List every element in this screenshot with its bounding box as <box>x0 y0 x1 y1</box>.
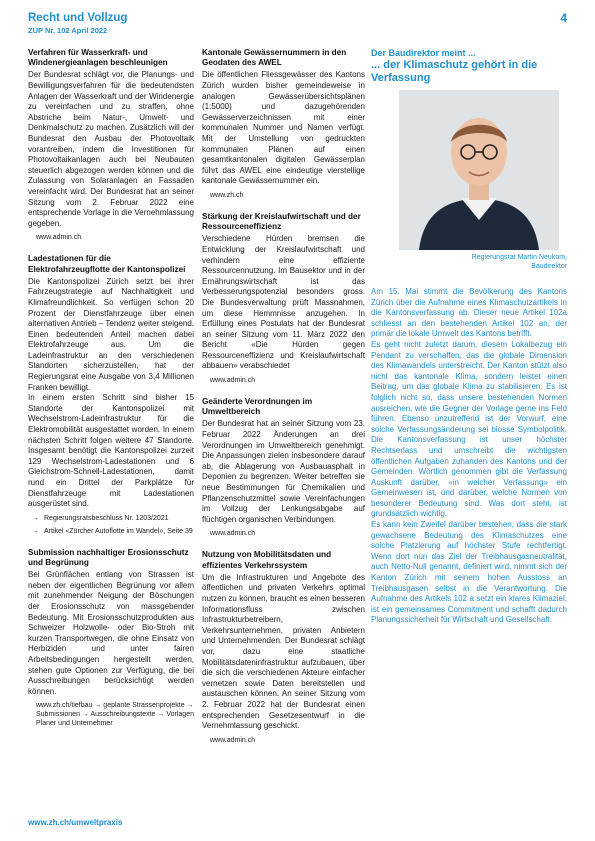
opinion-headline: ... der Klimaschutz gehört in die Verfassung <box>371 59 538 84</box>
reference-item[interactable] <box>32 527 194 536</box>
article-body: Die öffentlichen Fliessgewässer des Kantons Zürich wurden bisher gemeindeweise in analogen Gewässerübersichtsplänen (1:5000) und dazugehörenden Gewässerverzeichnissen mit einer kommunalen Nummer und Namen verfügt. Mit der Umstellung von gedruckten kommunalen Plänen auf einen gesamtkantonalen digitalen Gewässerplan führt das AWEL eine eindeutige vierstellige kantonale Gewässernummer ein. <box>202 70 365 186</box>
article-title: Kantonale Gewässernummern in den Geodaten des AWEL <box>202 48 347 68</box>
source-link[interactable]: www.admin.ch <box>36 234 82 242</box>
source-link[interactable]: www.admin.ch <box>210 377 256 385</box>
reference-text: Artikel «Zürcher Autoflotte im Wandel», Seite 39 <box>44 527 193 535</box>
article-title: Geänderte Verordnungen im Umweltbereich <box>202 397 313 417</box>
article-body: Der Bundesrat hat an seiner Sitzung vom 23. Februar 2022 Änderungen an drei Verordnungen im Umweltbereich genehmigt. Die Anpassungen zielen insbesondere darauf ab, die Ablagerung von Ausbauasphalt in Deponien zu begrenzen. Weiter betreffen sie neue Bestimmungen für Chemikalien und Pflanzenschutzmittel sowie Vereinfachungen im Vollzug der Lenkungsabgabe auf flüchtigen organischen Verbindungen. <box>202 419 365 524</box>
article-body: Der Bundesrat schlägt vor, die Planungs- und Bewilligungsverfahren für die bedeutendsten Anlagen der Wasserkraft und der Windenergie zu vereinfachen und zu straffen, ohne Abstriche beim Natur-, Umwelt- und Denkmalschutz zu machen. Zusätzlich will der Bundesrat den Ausbau der Photovoltaik vorantreiben, indem die Investitionen für Photovoltaikanlagen auch bei Neubauten steuerlich abgezogen werden können und die Zulassung von Solaranlagen an Fassaden vereinfacht wird. Der Bundesrat hat an seiner Sitzung vom 2. Februar 2022 eine entsprechende Vorlage in die Vernehmlassung gegeben. <box>28 70 194 228</box>
opinion-kicker: Der Baudirektor meint ... <box>371 48 476 58</box>
article-body: Verschiedene Hürden bremsen die Entwicklung der Kreislaufwirtschaft und verhindern eine effiziente Ressourcennutzung. Im Bausektor und in der Ernährungswirtschaft ist das Verbesserungspotenzial besonders gross. Die Bundesverwaltung prüft Massnahmen, um diese Hemmnisse anzugehen. In Erfüllung eines Postulats hat der Bundesrat an seiner Sitzung vom 11. März 2022 den Bericht «Die Hürden gegen Ressourceneffizienz und Kreislaufwirtschaft abbauen» verabschiedet <box>202 234 365 371</box>
article-body: Bei Grünflächen entlang von Strassen ist neben der eigentlichen Begrünung vor allem mit zunehmender Neigung der Böschungen der Erosionsschutz von massgebender Bedeutung. Mit Erosionsschutzprodukten aus Schweizer Holzwolle- oder Bio-Stroh mit kurzen Transportwegen, die ohne Einsatz von Herbiziden und unter fairen Arbeitsbedingungen hergestellt werden, stehen gute Optionen zur Verfügung, die bei Ausschreibungen berücksichtigt werden können. <box>28 570 194 696</box>
source-link[interactable]: www.admin.ch <box>210 736 256 744</box>
source-link[interactable]: www.zh.ch <box>210 191 244 199</box>
opinion-paragraph: Am 15. Mai stimmt die Bevölkerung des Kantons Zürich über die Aufnahme eines Klimaschutzartikels in die Kantonsverfassung ab. Dieser neue Artikel 102a schliesst an den bestehenden Artikel 102 an, der primär die lokale Umwelt des Kantons betrifft. <box>371 287 567 339</box>
arrow-right-icon: → <box>32 527 39 535</box>
caption-name: Regierungsrat Martin Neukom, <box>471 254 567 261</box>
reference-item[interactable] <box>32 514 194 523</box>
opinion-paragraph: Es kann kein Zweifel darüber bestehen, dass die stark gewachsene Bedeutung des Klimaschutzes eine solche Platzierung auf höchster Stufe rechtfertigt. Wenn dort nun das Ziel der Treibhausgasneutralität, auch Netto-Null genannt, definiert wird, nimmt sich der Kanton Zürich mit seinem hohen Ausstoss an Treibhausgasen selbst in die Verantwortung. Die Aufnahme des Artikels 102 a setzt ein klares Klimaziel, ist ein gemeinsames Commitment und schafft dadurch Planungssicherheit für Wirtschaft und Gesellschaft. <box>371 520 567 625</box>
article-body: Um die Infrastrukturen und Angebote des öffentlichen und privaten Verkehrs optimal nutzen zu können, braucht es einen besseren Informationsfluss zwischen Infrastrukturbetreibern, Verkehrsunternehmen, privaten Anbietern und Unternehmenden. Der Bundesrat schlägt vor, dazu eine staatliche Mobilitätsdateninfrastruktur aufzubauen, über die sich die verschiedenen Akteure einfacher vernetzen sowie Daten bereitstellen und austauschen können. An seiner Sitzung vom 2. Februar 2022 hat der Bundesrat einen entsprechenden Gesetzesentwurf in die Vernehmlassung geschickt. <box>202 572 365 731</box>
issue-label: ZUP Nr. 102 April 2022 <box>28 26 108 35</box>
section-title: Recht und Vollzug <box>28 12 128 24</box>
article-title: Submission nachhaltiger Erosionsschutz und Begrünung <box>28 547 189 567</box>
page-number: 4 <box>560 11 567 25</box>
reference-text: Regierungsratsbeschluss Nr. 1203/2021 <box>44 514 169 522</box>
portrait-illustration <box>399 90 559 250</box>
source-link[interactable]: www.zh.ch/tiefbau → geplante Strassenprojekte → Submissionen → Ausschreibungstexte → Vorlagen Planer und Unternehmer <box>36 702 194 728</box>
article-title: Stärkung der Kreislaufwirtschaft und der Ressourceneffizienz <box>202 211 361 232</box>
article-title: Ladestationen für die Elektrofahrzeugflotte der Kantonspolizei <box>28 254 186 274</box>
column-middle <box>202 48 365 757</box>
footer-link[interactable]: www.zh.ch/umweltpraxis <box>28 818 123 827</box>
opinion-paragraph: Es geht nicht zuletzt darum, diesem Lokalbezug ein Pendant zu verschaffen, das die globale Dimension des Klimawandels unterstreicht. Der Kanton stützt also nicht das kantonale Klima, sondern leistet einen Beitrag, um das globale Klima zu stabilisieren. Es ist folglich nicht so, dass unsere bestehenden Normen ausreichen, wie die Gegner der Vorlage gerne ins Feld führen. Ebenso unzutreffend ist der Vorwurf, eine solche Verfassungsänderung sei blosse Symbolpolitik. Die Kantonsverfassung ist unser höchster Rechtserlass und umschreibt die wichtigsten öffentlichen Aufgaben zuhanden des Kantons und der Gemeinden. Wörtlich genommen gibt die Verfassung Auskunft darüber, «in welcher Verfassung» ein Gemeinwesen ist, und darüber, welche Normen von besonderer Bedeutung sind. Was dort steht, ist grundsätzlich wichtig. <box>371 339 567 519</box>
article-title: Verfahren für Wasserkraft- und Windenergieanlagen beschleunigen <box>28 48 168 68</box>
caption-role: Baudirektor <box>531 263 567 270</box>
source-link[interactable]: www.admin.ch <box>210 530 256 538</box>
article-body: In einem ersten Schritt sind bisher 15 Standorte der Kantonspolizei mit Wechselstrom-Ladeinfrastruktur für die Elektromobilität ausgestattet worden. In einem nächsten Schritt folgen weitere 47 Standorte. Insgesamt benötigt die Kantonspolizei zurzeit 129 Wechselstrom-Ladestationen und 6 Gleichstrom-Schnell-Ladestationen, damit rund ein Drittel der Parkplätze für Dienstfahrzeuge mit Ladestationen ausgerüstet sind. <box>28 393 194 509</box>
portrait-photo <box>399 90 559 250</box>
column-right <box>371 48 567 626</box>
article-body: Die Kantonspolizei Zürich setzt bei ihrer Fahrzeugstrategie auf Nachhaltigkeit und Klimafreundlichkeit. So verfügen schon 20 Prozent der Dienstfahrzeuge über einen alternativen Antrieb – Tendenz weiter steigend. Einen bedeutenden Anteil machen dabei Elektrofahrzeuge aus. Um die Ladeinfrastruktur an den verschiedenen Standorten sicherzustellen, hat der Regierungsrat eine Ausgabe von 3,4 Millionen Franken bewilligt. <box>28 276 194 392</box>
article-title: Nutzung von Mobilitätsdaten und effizientes Verkehrssystem <box>202 550 332 570</box>
column-left <box>28 48 194 740</box>
photo-caption <box>371 253 567 271</box>
arrow-right-icon: → <box>32 514 39 522</box>
